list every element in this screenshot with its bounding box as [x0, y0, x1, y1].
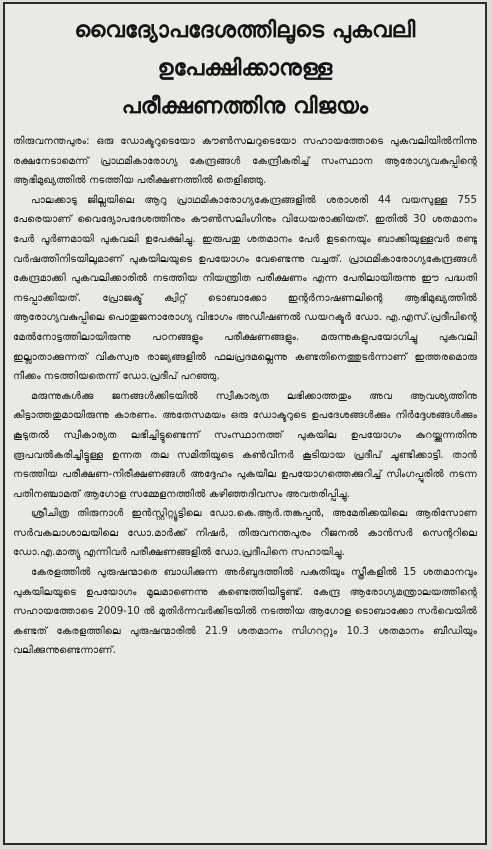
headline-line-2: ഉപേക്ഷിക്കാനുള്ള: [157, 56, 333, 81]
headline-line-1: വൈദ്യോപദേശത്തിലൂടെ പുകവലി: [74, 18, 416, 43]
headline: [13, 12, 477, 126]
headline-line-3: പരീക്ഷണത്തിനു വിജയം: [121, 94, 369, 119]
article-body: [13, 132, 477, 661]
paragraph-4: ശ്രീചിത്ര തിരുനാൾ ഇൻസ്റ്റിറ്റ്യൂട്ടിലെ ഡോ.കെ.ആർ.തങ്കപ്പൻ, അമേരിക്കയിലെ ആരിസോണ സർവകലാശാലയിലെ ഡോ.മാർക്ക് നിഷർ, തിരുവനന്തപുരം റീജനൽ കാൻസർ സെന്ററിലെ ഡോ.എ.മാത്യു എന്നിവർ പരീക്ഷണങ്ങളിൽ ഡോ.പ്രദീപിനെ സഹായിച്ചു.: [13, 508, 477, 559]
newspaper-clipping: [3, 2, 487, 845]
paragraph-5: കേരളത്തിൽ പുരുഷന്മാരെ ബാധിക്കുന്ന അർബുദത്തിൽ പകുതിയും സ്ത്രീകളിൽ 15 ശതമാനവും പുകയിലയുടെ ഉപയോഗം മൂലമാണെന്നു കണ്ടെത്തിയിട്ടുണ്ട്. കേന്ദ്ര ആരോഗ്യമന്ത്രാലയത്തിന്റെ സഹായത്തോടെ 2009-10 ൽ മുതിർന്നവർക്കിടയിൽ നടത്തിയ ആഗോള ടൊബാക്കോ സർവെയിൽ കണ്ടത് കേരളത്തിലെ പുരുഷന്മാരിൽ 21.9 ശതമാനം സിഗററ്റും 10.3 ശതമാനം ബീഡിയും വലിക്കുന്നുണ്ടെന്നാണ്.: [13, 567, 477, 657]
paragraph-2: പാലക്കാടു ജില്ലയിലെ ആറു പ്രാഥമികാരോഗ്യകേന്ദ്രങ്ങളിൽ ശരാശരി 44 വയസുള്ള 755 പേരെയാണ് വൈദ്യോപദേശത്തിനും കൗൺസലിംഗിനും വിധേയരാക്കിയത്. ഇതിൽ 30 ശതമാനം പേർ പൂർണമായി പുകവലി ഉപേക്ഷിച്ചു. ഇരുപതു ശതമാനം പേർ ഉടനെയും ബാക്കിയുള്ളവർ രണ്ടു വർഷത്തിനിടയിലുമാണ് പുകയിലയുടെ ഉപയോഗം വേണ്ടെന്നു വച്ചത്. പ്രാഥമികാരോഗ്യകേന്ദ്രങ്ങൾ കേന്ദ്രമാക്കി പുകവലിക്കാരിൽ നടത്തിയ നിയന്ത്രിത പരീക്ഷണം എന്ന പേരിലായിരുന്നു ഈ പദ്ധതി നടപ്പാക്കിയത്. പ്രോജക്ട് ക്വിറ്റ് ടൊബാക്കോ ഇന്റർനാഷണലിന്റെ ആഭിമുഖ്യത്തിൽ ആരോഗ്യവകുപ്പിലെ പൊതുജനാരോഗ്യ വിഭാഗം അഡീഷണൽ ഡയറക്ടർ ഡോ. എ.എസ്.പ്രദീപിന്റെ മേൽനോട്ടത്തിലായിരുന്നു പഠനങ്ങളും പരീക്ഷണങ്ങളും. മരുന്നുകളുപയോഗിച്ചു പുകവലി ഇല്ലാതാക്കുന്നത് വികസ്വര രാജ്യങ്ങളിൽ ഫലപ്രദമല്ലെന്നു കണ്ടതിനെത്തുടർന്നാണ് ഇത്തരമൊരു നീക്കം നടത്തിയതെന്ന് ഡോ.പ്രദീപ് പറഞ്ഞു.: [13, 194, 477, 383]
paragraph-3: മരുന്നുകൾക്കു ജനങ്ങൾക്കിടയിൽ സ്വീകാര്യത ലഭിക്കാത്തതും അവ ആവശ്യത്തിനു കിട്ടാത്തതുമായിരുന്നു കാരണം. അതേസമയം ഒരു ഡോക്ടറുടെ ഉപദേശങ്ങൾക്കും നിർദ്ദേശങ്ങൾക്കും കൂടുതൽ സ്വീകാര്യത ലഭിച്ചിട്ടുണ്ടെന്ന് സംസ്ഥാനത്ത് പുകയില ഉപയോഗം കുറയ്ക്കുന്നതിനു രൂപവൽകരിച്ചിട്ടുള്ള ഉന്നത തല സമിതിയുടെ കൺവീനർ കൂടിയായ പ്രദീപ് ചൂണ്ടിക്കാട്ടി. താൻ നടത്തിയ പരീക്ഷണ-നിരീക്ഷണങ്ങൾ അദ്ദേഹം പുകയില ഉപയോഗത്തെക്കുറിച്ച് സിംഗപ്പൂരിൽ നടന്ന പതിനഞ്ചാമത് ആഗോള സമ്മേളനത്തിൽ കഴിഞ്ഞദിവസം അവതരിപ്പിച്ചു.: [13, 390, 477, 500]
paragraph-1: തിരുവനന്തപുരം: ഒരു ഡോക്ടറുടെയോ കൗൺസലറുടെയോ സഹായത്തോടെ പുകവലിയിൽനിന്നു രക്ഷനേടാമെന്ന് പ്രാഥമികാരോഗ്യ കേന്ദ്രങ്ങൾ കേന്ദ്രീകരിച്ച് സംസ്ഥാന ആരോഗ്യവകുപ്പിന്റെ ആഭിമുഖ്യത്തിൽ നടത്തിയ പരീക്ഷണത്തിൽ തെളിഞ്ഞു.: [13, 136, 477, 187]
